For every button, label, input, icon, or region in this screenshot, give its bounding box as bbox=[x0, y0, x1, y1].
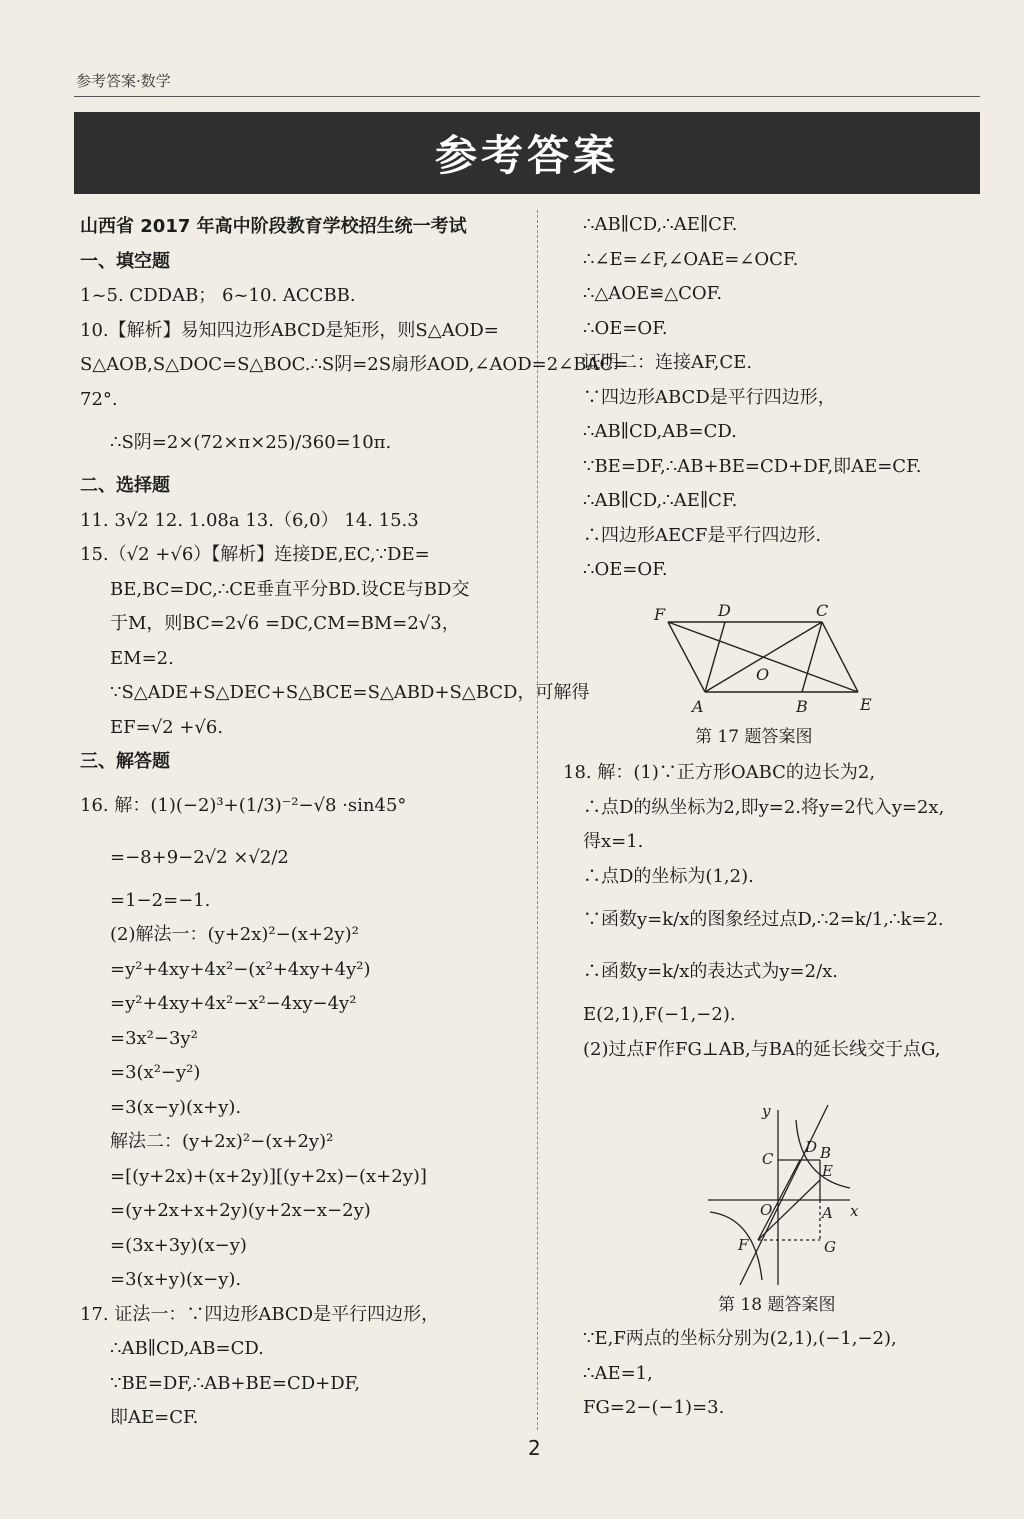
answer-line: ∴∠E=∠F,∠OAE=∠OCF. bbox=[583, 248, 799, 270]
label-e: E bbox=[822, 1162, 833, 1180]
answer-line: ∴AB∥CD,AB=CD. bbox=[583, 421, 737, 442]
label-o: O bbox=[760, 1201, 773, 1219]
section-heading: 一、填空题 bbox=[80, 250, 170, 272]
label-y: y bbox=[762, 1102, 771, 1120]
segment-af bbox=[668, 622, 705, 692]
answer-line: ∴点D的坐标为(1,2). bbox=[583, 865, 754, 887]
page-number: 2 bbox=[528, 1436, 541, 1460]
answer-line: ∵BE=DF,∴AB+BE=CD+DF,即AE=CF. bbox=[583, 455, 922, 477]
label-e: E bbox=[860, 695, 872, 714]
answer-line: =(3x+3y)(x−y) bbox=[110, 1234, 247, 1256]
segment-ce bbox=[822, 622, 858, 692]
label-o: O bbox=[756, 665, 770, 684]
answer-line: 10.【解析】易知四边形ABCD是矩形，则S△AOD= bbox=[80, 319, 499, 341]
answer-line: (2)解法一：(y+2x)²−(x+2y)² bbox=[110, 924, 359, 945]
answer-line: ∴AB∥CD,∴AE∥CF. bbox=[583, 214, 738, 235]
answer-line: 证明二：连接AF,CE. bbox=[583, 352, 753, 373]
label-f: F bbox=[738, 1236, 749, 1254]
answer-line: E(2,1),F(−1,−2). bbox=[583, 1004, 736, 1025]
section-heading: 二、选择题 bbox=[80, 475, 170, 496]
answer-line: =1−2=−1. bbox=[110, 889, 211, 911]
answer-line: ∵函数y=k/x的图象经过点D,∴2=k/1,∴k=2. bbox=[583, 909, 944, 930]
answer-line: =3(x−y)(x+y). bbox=[110, 1096, 242, 1118]
answer-line: 16. 解：(1)(−2)³+(1/3)⁻²−√8 ·sin45° bbox=[80, 794, 407, 816]
label-d: D bbox=[805, 1138, 818, 1156]
answer-line: ∴AB∥CD,∴AE∥CF. bbox=[583, 490, 738, 511]
label-b: B bbox=[796, 697, 808, 716]
label-b: B bbox=[820, 1144, 832, 1162]
answer-line: ∴AE=1, bbox=[583, 1362, 653, 1384]
answer-line: ∴S阴=2×(72×π×25)/360=10π. bbox=[110, 432, 392, 453]
right-column-bottom bbox=[583, 1322, 983, 1426]
answer-line: 17. 证法一：∵四边形ABCD是平行四边形， bbox=[80, 1303, 440, 1325]
column-divider bbox=[537, 210, 538, 1430]
answer-line: ∵BE=DF,∴AB+BE=CD+DF, bbox=[110, 1372, 361, 1394]
answer-line: =3x²−3y² bbox=[110, 1027, 198, 1049]
answer-line: 得x=1. bbox=[583, 831, 644, 852]
figure-17-parallelogram bbox=[650, 600, 890, 720]
answer-line: 1~5. CDDAB； 6~10. ACCBB. bbox=[80, 285, 356, 306]
answer-line: =3(x+y)(x−y). bbox=[110, 1269, 242, 1290]
label-c: C bbox=[762, 1150, 774, 1168]
answer-line: =3(x²−y²) bbox=[110, 1062, 201, 1083]
label-g: G bbox=[824, 1238, 836, 1256]
answer-line: ∴OE=OF. bbox=[583, 317, 668, 339]
header-rule bbox=[74, 96, 980, 97]
answer-line: EF=√2 +√6. bbox=[110, 716, 224, 738]
answer-line: 72°. bbox=[80, 388, 118, 410]
answer-line: ∵四边形ABCD是平行四边形， bbox=[583, 386, 836, 408]
answer-line: =(y+2x+x+2y)(y+2x−x−2y) bbox=[110, 1200, 371, 1221]
answer-line: (2)过点F作FG⊥AB,与BA的延长线交于点G, bbox=[583, 1038, 941, 1060]
label-a: A bbox=[692, 697, 704, 716]
figure-18-graph bbox=[700, 1100, 870, 1290]
answer-line: 15.（√2 +√6）【解析】连接DE,EC,∵DE= bbox=[80, 544, 430, 565]
answer-line: BE,BC=DC,∴CE垂直平分BD.设CE与BD交 bbox=[110, 578, 470, 600]
right-column-mid bbox=[563, 756, 983, 1067]
line-y-2x bbox=[740, 1105, 828, 1285]
right-column-top bbox=[583, 208, 983, 588]
answer-line: =y²+4xy+4x²−x²−4xy−4y² bbox=[110, 993, 357, 1014]
label-x: x bbox=[850, 1202, 859, 1220]
answer-line: ∵E,F两点的坐标分别为(2,1),(−1,−2), bbox=[583, 1328, 897, 1349]
section-heading: 三、解答题 bbox=[80, 751, 170, 772]
answer-line: =−8+9−2√2 ×√2/2 bbox=[110, 846, 289, 868]
answer-line: ∴AB∥CD,AB=CD. bbox=[110, 1338, 264, 1359]
label-f: F bbox=[654, 605, 666, 624]
title-banner bbox=[74, 112, 980, 194]
answer-line: 11. 3√2 12. 1.08a 13.（6,0） 14. 15.3 bbox=[80, 509, 419, 531]
label-c: C bbox=[816, 601, 829, 620]
answer-line: EM=2. bbox=[110, 647, 174, 669]
answer-line: FG=2−(−1)=3. bbox=[583, 1397, 725, 1418]
exam-title: 山西省 2017 年高中阶段教育学校招生统一考试 bbox=[80, 216, 467, 237]
figure-18-caption: 第 18 题答案图 bbox=[718, 1295, 836, 1315]
answer-line: S△AOB,S△DOC=S△BOC.∴S阴=2S扇形AOD,∠AOD=2∠BAC= bbox=[80, 354, 629, 375]
answer-line: 于M，则BC=2√6 =DC,CM=BM=2√3， bbox=[110, 613, 460, 634]
answer-line: ∴四边形AECF是平行四边形. bbox=[583, 524, 822, 546]
answer-line: ∴点D的纵坐标为2,即y=2.将y=2代入y=2x, bbox=[583, 796, 945, 818]
answer-line: 解法二：(y+2x)²−(x+2y)² bbox=[110, 1131, 334, 1152]
answer-line: ∴△AOE≌△COF. bbox=[583, 283, 723, 304]
answer-line: ∵S△ADE+S△DEC+S△BCE=S△ABD+S△BCD，可解得 bbox=[110, 682, 590, 703]
answer-line: =y²+4xy+4x²−(x²+4xy+4y²) bbox=[110, 958, 371, 980]
running-header: 参考答案·数学 bbox=[76, 72, 171, 90]
answer-line: =[(y+2x)+(x+2y)][(y+2x)−(x+2y)] bbox=[110, 1165, 427, 1187]
page-title: 参考答案 bbox=[434, 131, 619, 180]
label-a: A bbox=[822, 1204, 833, 1222]
hyperbola-branch-2 bbox=[710, 1212, 762, 1280]
label-d: D bbox=[718, 601, 731, 620]
answer-line: ∴OE=OF. bbox=[583, 559, 668, 580]
answer-line: 18. 解：(1)∵正方形OABC的边长为2, bbox=[563, 762, 876, 783]
answer-line: 即AE=CF. bbox=[110, 1407, 199, 1428]
answer-line: ∴函数y=k/x的表达式为y=2/x. bbox=[583, 961, 839, 982]
figure-17-caption: 第 17 题答案图 bbox=[695, 727, 813, 747]
